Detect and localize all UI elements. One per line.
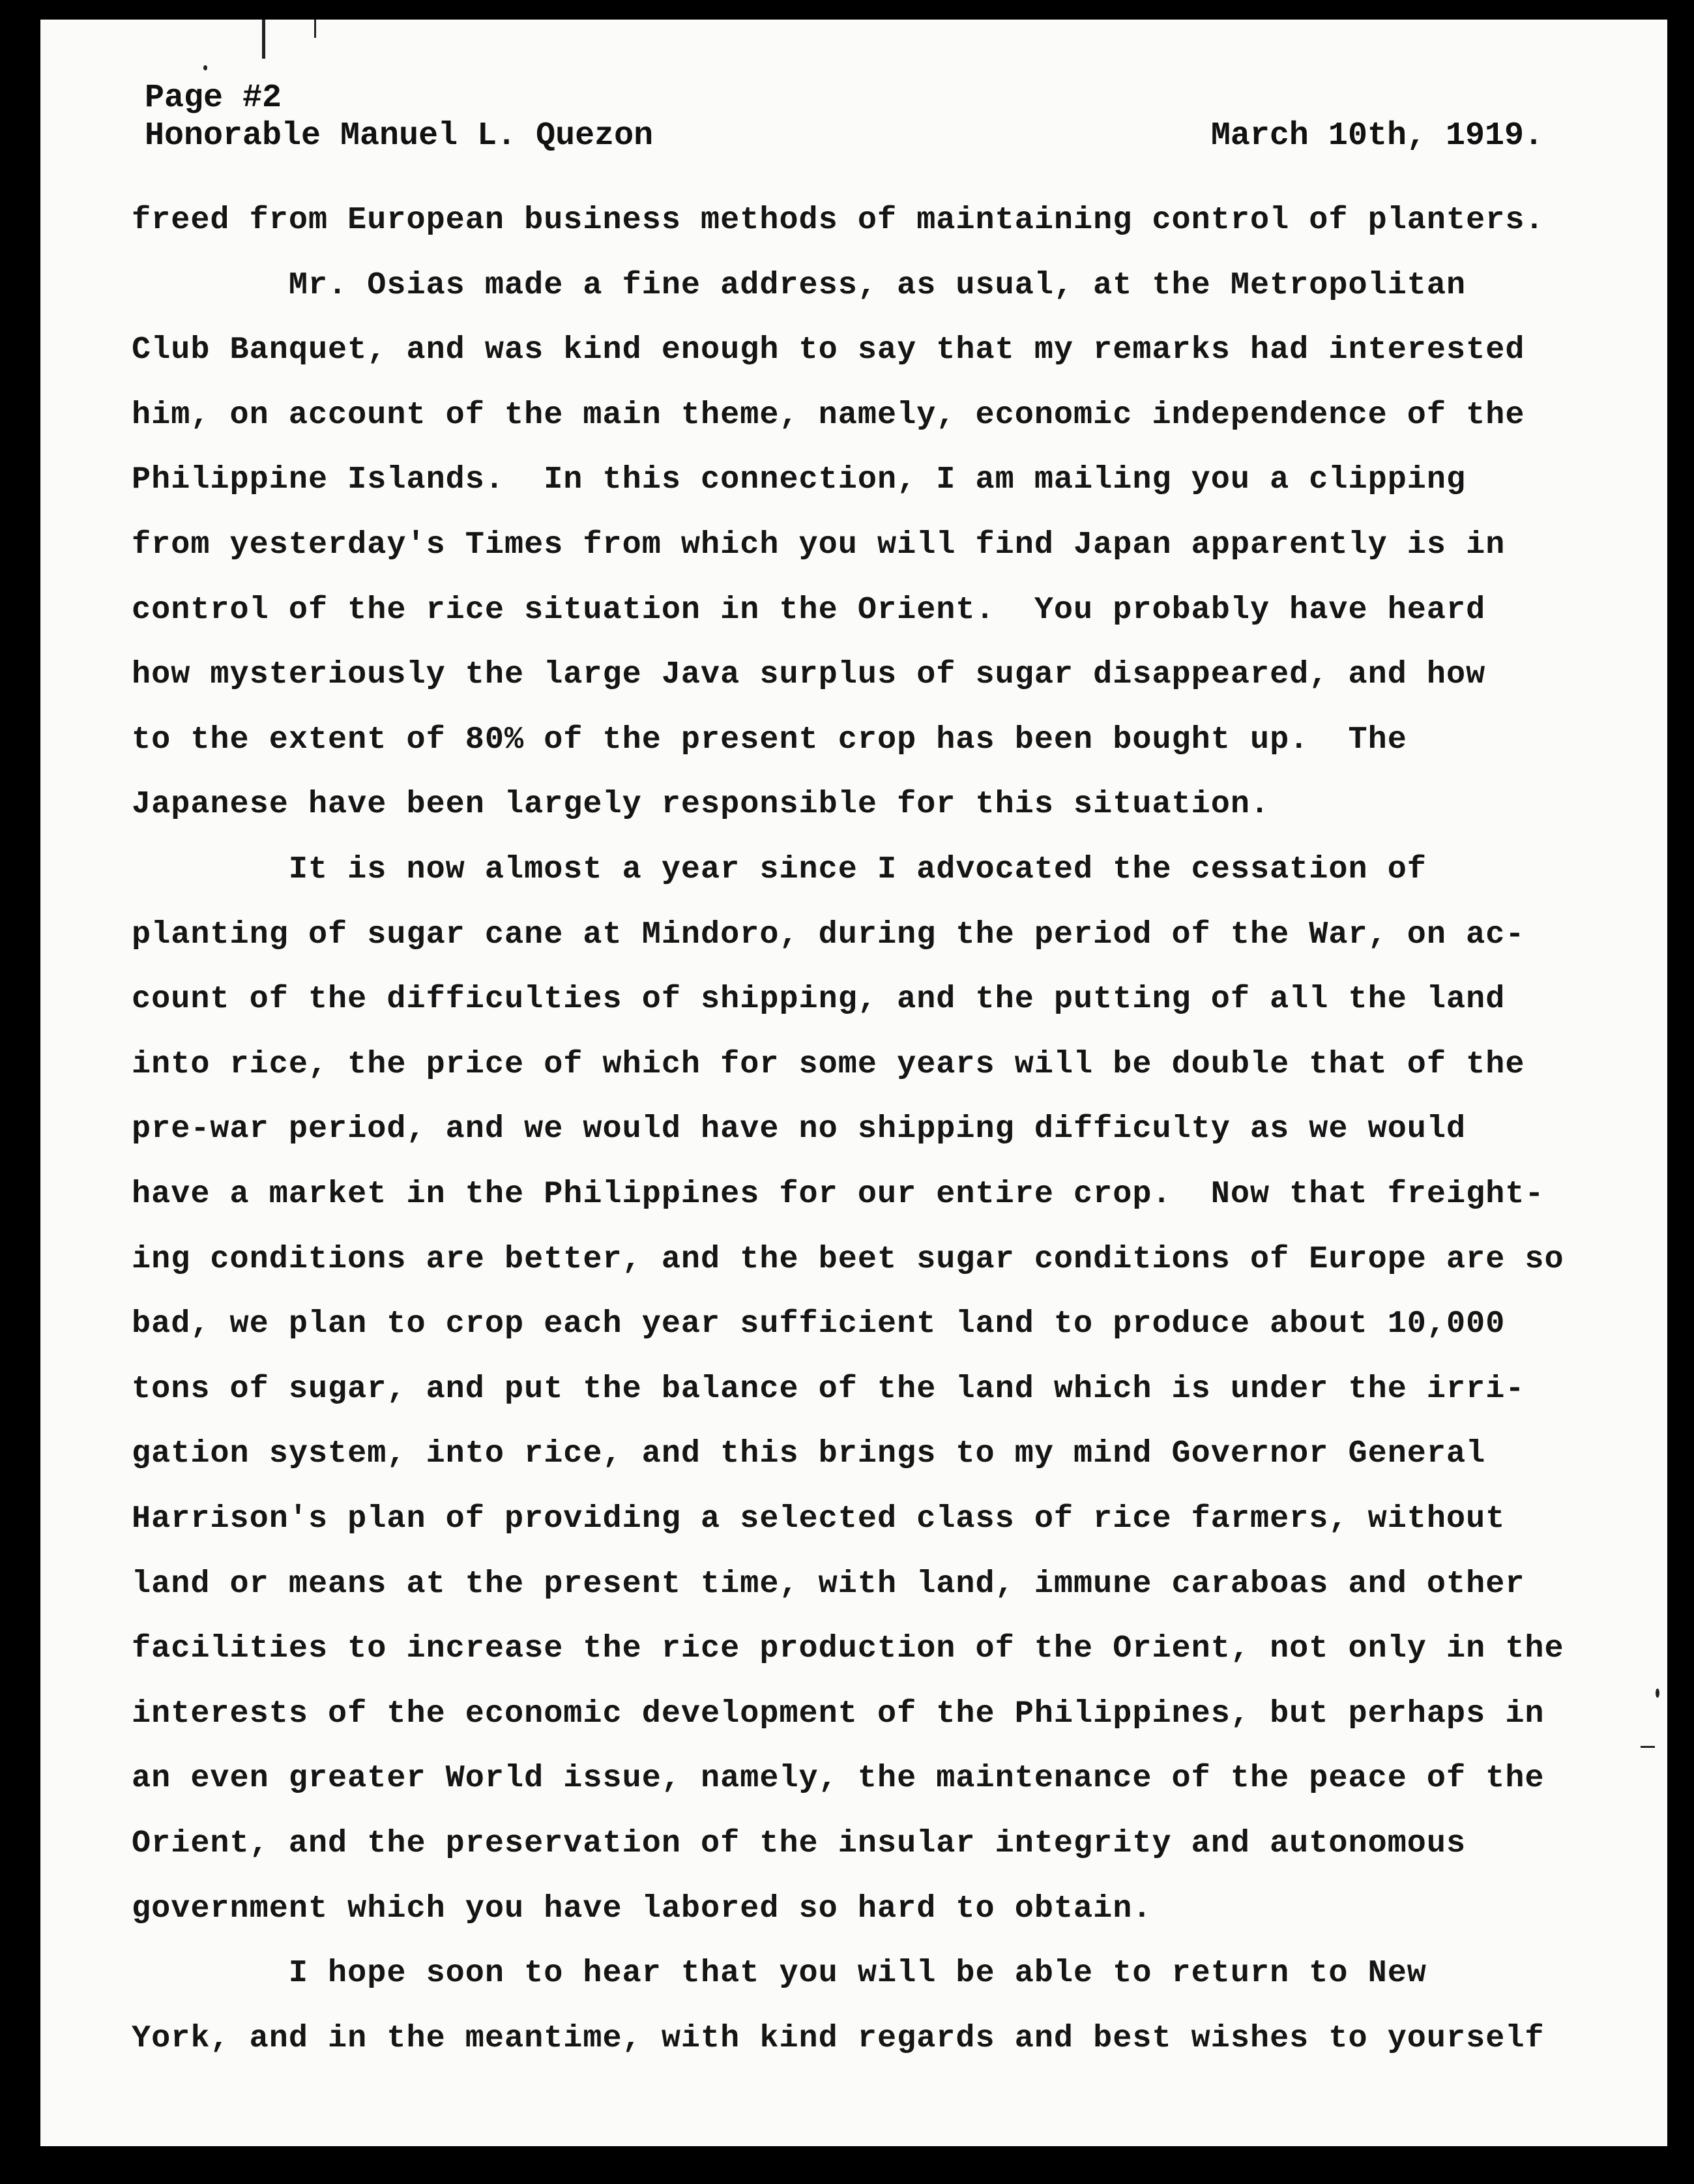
body-line: facilities to increase the rice production of the Orient, not only in the (132, 1631, 1564, 1667)
body-line: gation system, into rice, and this brings to my mind Governor General (132, 1436, 1486, 1472)
recipient-name: Honorable Manuel L. Quezon (145, 117, 654, 155)
body-line: Japanese have been largely responsible for this situation. (132, 786, 1270, 823)
letter-page (40, 20, 1667, 2146)
body-line: Club Banquet, and was kind enough to say that my remarks had interested (132, 332, 1525, 368)
body-line: how mysteriously the large Java surplus of sugar disappeared, and how (132, 657, 1486, 693)
body-line: government which you have labored so hard to obtain. (132, 1890, 1152, 1926)
body-line: an even greater World issue, namely, the maintenance of the peace of the (132, 1760, 1545, 1797)
body-line: interests of the economic development of the Philippines, but perhaps in (132, 1695, 1545, 1732)
body-line: Mr. Osias made a fine address, as usual, at the Metropolitan (132, 267, 1467, 303)
letter-date: March 10th, 1919. (1210, 117, 1543, 155)
body-line: I hope soon to hear that you will be able to return to New (132, 1955, 1427, 1992)
page-number: Page #2 (145, 80, 282, 117)
body-line: control of the rice situation in the Orient. You probably have heard (132, 591, 1486, 628)
body-line: have a market in the Philippines for our entire crop. Now that freight- (132, 1176, 1545, 1212)
body-line: him, on account of the main theme, namely, economic independence of the (132, 396, 1525, 433)
body-line: ing conditions are better, and the beet sugar conditions of Europe are so (132, 1241, 1564, 1277)
body-line: to the extent of 80% of the present crop has been bought up. The (132, 721, 1407, 758)
body-line: Harrison's plan of providing a selected class of rice farmers, without (132, 1501, 1506, 1537)
body-line: from yesterday's Times from which you will find Japan apparently is in (132, 527, 1506, 563)
ink-mark (262, 20, 265, 59)
body-line: land or means at the present time, with land, immune caraboas and other (132, 1565, 1525, 1602)
body-line: bad, we plan to crop each year sufficient land to produce about 10,000 (132, 1306, 1506, 1342)
body-line: freed from European business methods of maintaining control of planters. (132, 202, 1545, 238)
body-line: Philippine Islands. In this connection, I am mailing you a clipping (132, 462, 1467, 498)
body-line: York, and in the meantime, with kind regards and best wishes to yourself (132, 2020, 1545, 2056)
body-line: Orient, and the preservation of the insular integrity and autonomous (132, 1825, 1467, 1861)
letter-header (145, 80, 1553, 155)
ink-mark (1641, 1746, 1655, 1748)
ink-speck (1656, 1689, 1659, 1698)
body-line: into rice, the price of which for some years will be double that of the (132, 1046, 1525, 1082)
ink-mark (314, 20, 316, 38)
body-line: tons of sugar, and put the balance of the land which is under the irri- (132, 1370, 1525, 1407)
ink-speck (203, 65, 207, 70)
body-line: planting of sugar cane at Mindoro, during the period of the War, on ac- (132, 916, 1525, 952)
body-line: pre-war period, and we would have no shipping difficulty as we would (132, 1111, 1467, 1147)
body-line: count of the difficulties of shipping, and the putting of all the land (132, 981, 1506, 1018)
body-line: It is now almost a year since I advocated the cessation of (132, 851, 1427, 887)
